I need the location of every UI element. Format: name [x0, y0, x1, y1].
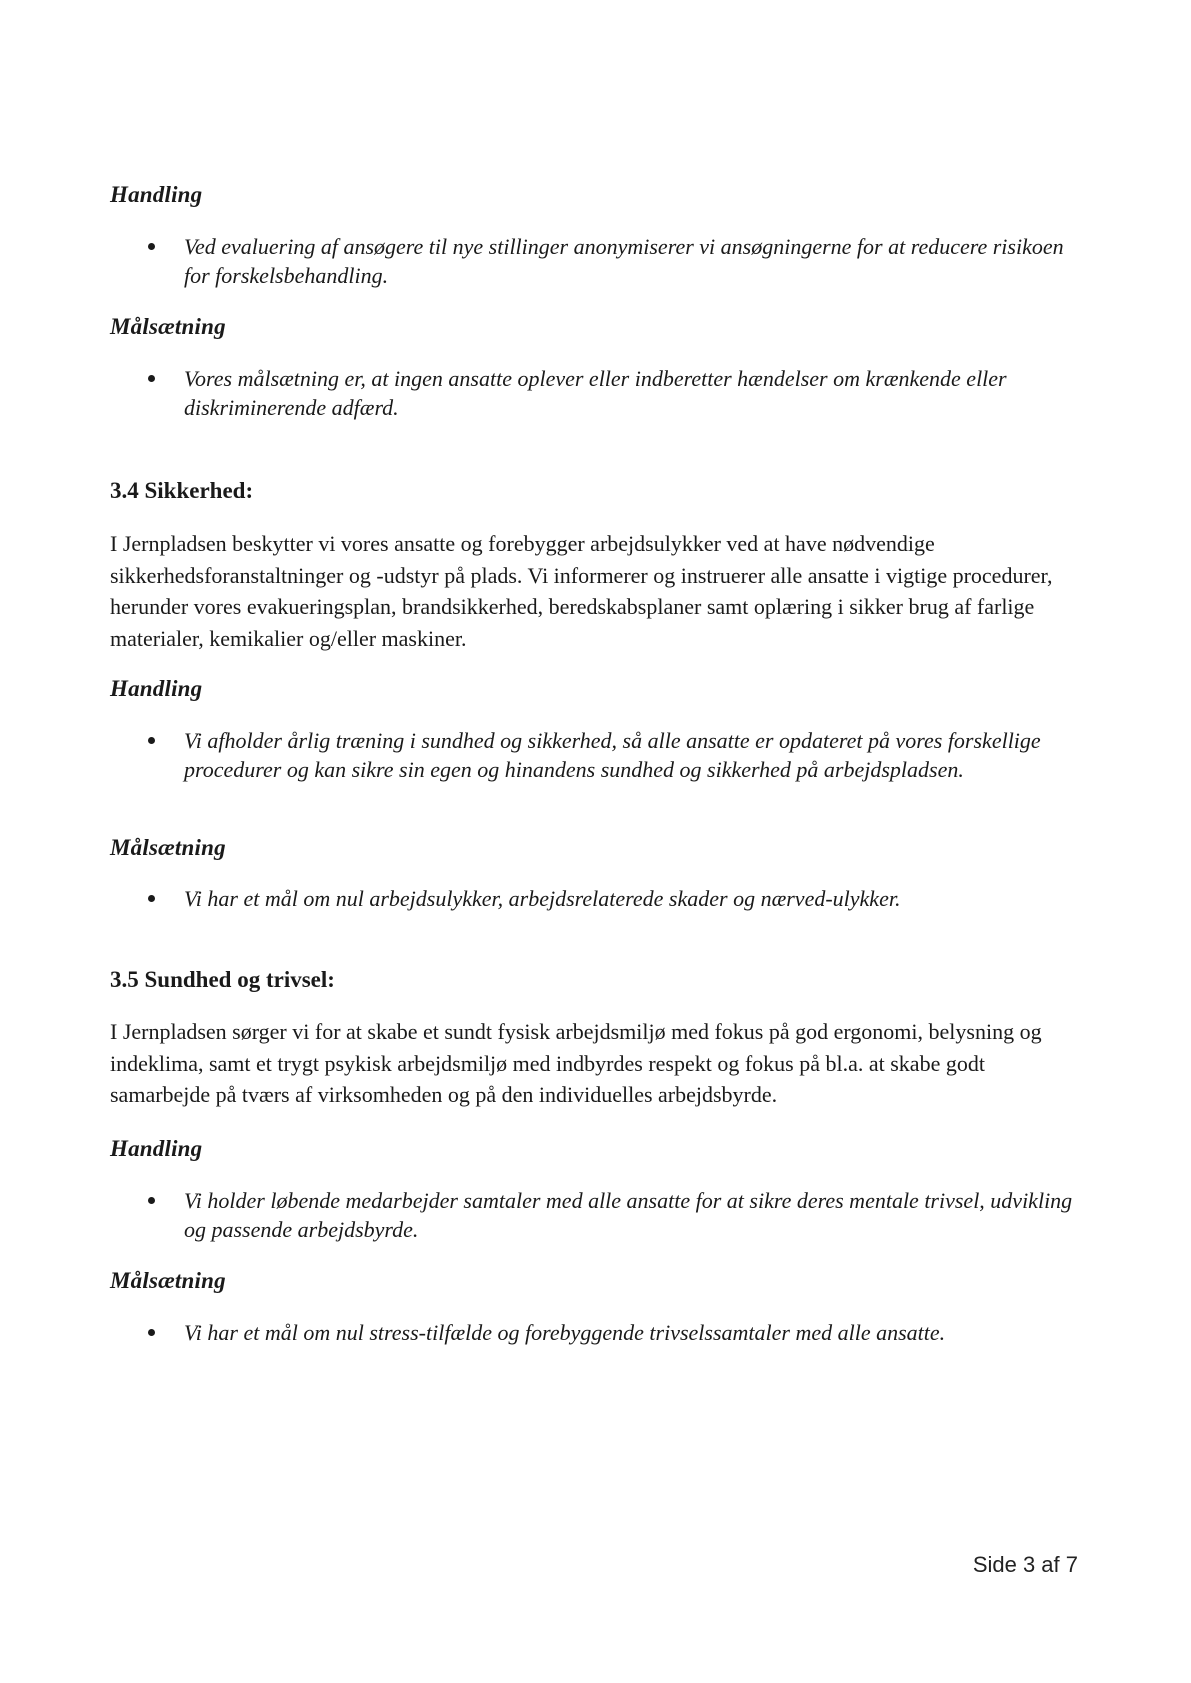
bullet-text: Vi har et mål om nul stress-tilfælde og forebyggende trivselssamtaler med alle ansatte.: [184, 1320, 946, 1345]
paragraph-sundhed: I Jernpladsen sørger vi for at skabe et sundt fysisk arbejdsmiljø med fokus på god ergonomi, belysning og indeklima, samt et trygt psykisk arbejdsmiljø med indbyrdes respekt og fokus på bl.a. at skabe godt samarbejde på tværs af virksomheden og på den individuelles arbejdsbyrde.: [110, 1019, 1042, 1107]
bullet-icon: [148, 375, 155, 382]
bullet-icon: [148, 1329, 155, 1336]
bullet-text: Vi afholder årlig træning i sundhed og sikkerhed, så alle ansatte er opdateret på vores forskellige procedurer og kan sikre sin egen og hinandens sundhed og sikkerhed på arbejdspladsen.: [184, 728, 1041, 782]
bullet-icon: [148, 895, 155, 902]
handling-heading-sundhed: Handling: [110, 1136, 203, 1161]
handling-heading-sikkerhed: Handling: [110, 676, 203, 701]
section-title-sundhed: 3.5 Sundhed og trivsel:: [110, 967, 335, 992]
bullet-icon: [148, 243, 155, 250]
bullet-text: Vi har et mål om nul arbejdsulykker, arbejdsrelaterede skader og nærved-ulykker.: [184, 886, 901, 911]
goal-heading-prev: Målsætning: [110, 314, 226, 339]
bullet-icon: [148, 737, 155, 744]
section-title-sikkerhed: 3.4 Sikkerhed:: [110, 478, 254, 503]
handling-heading-prev: Handling: [110, 182, 203, 207]
goal-heading-sikkerhed: Målsætning: [110, 835, 226, 860]
bullet-text: Vores målsætning er, at ingen ansatte oplever eller indberetter hændelser om krænkende eller diskriminerende adfærd.: [184, 366, 1007, 420]
bullet-text: Vi holder løbende medarbejder samtaler med alle ansatte for at sikre deres mentale trivsel, udvikling og passende arbejdsbyrde.: [184, 1188, 1073, 1242]
page-number: Side 3 af 7: [972, 1552, 1078, 1577]
goal-heading-sundhed: Målsætning: [110, 1268, 226, 1293]
paragraph-sikkerhed: I Jernpladsen beskytter vi vores ansatte og forebygger arbejdsulykker ved at have nødvendige sikkerhedsforanstaltninger og -udstyr på plads. Vi informerer og instruerer alle ansatte i vigtige procedurer, herunder vores evakueringsplan, brandsikkerhed, beredskabsplaner samt oplæring i sikker brug af farlige materialer, kemikalier og/eller maskiner.: [110, 531, 1053, 651]
bullet-icon: [148, 1197, 155, 1204]
bullet-text: Ved evaluering af ansøgere til nye stillinger anonymiserer vi ansøgningerne for at reducere risikoen for forskelsbehandling.: [184, 234, 1064, 288]
